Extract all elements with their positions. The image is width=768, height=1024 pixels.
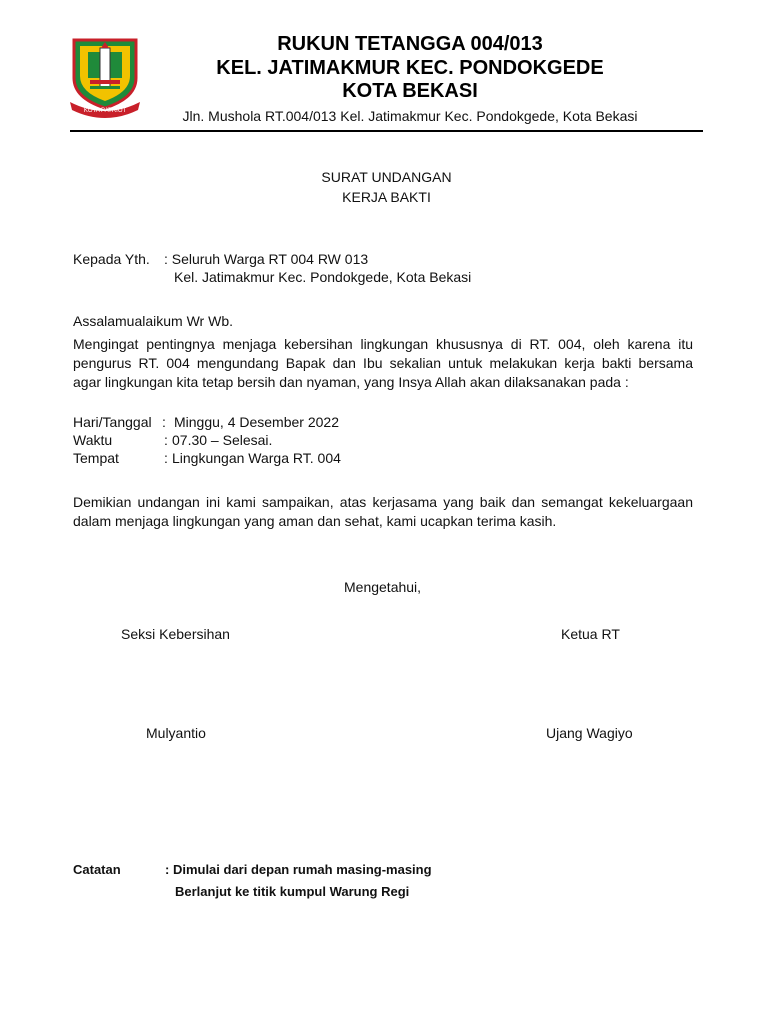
left-signatory-role: Seksi Kebersihan (121, 626, 230, 642)
note-line-1: : Dimulai dari depan rumah masing-masing (165, 862, 432, 877)
closing-paragraph (73, 493, 693, 531)
detail-value-time: 07.30 – Selesai. (172, 432, 273, 448)
body-line: Mengingat pentingnya menjaga kebersihan lingkungan khususnya di RT. 004, oleh karena itu (73, 336, 693, 352)
detail-sep-time: : (164, 432, 168, 448)
detail-sep-place: : (164, 450, 168, 466)
letterhead-line-2: KEL. JATIMAKMUR KEC. PONDOKGEDE (216, 57, 604, 79)
recipient-line-1: : Seluruh Warga RT 004 RW 013 (164, 251, 369, 267)
detail-label-day: Hari/Tanggal (73, 414, 152, 430)
detail-sep-day: : (162, 414, 166, 430)
detail-label-time: Waktu (73, 432, 113, 448)
greeting: Assalamualaikum Wr Wb. (73, 313, 234, 329)
letterhead-line-3: KOTA BEKASI (342, 80, 478, 102)
letterhead-line-1: RUKUN TETANGGA 004/013 (277, 33, 543, 55)
emblem-motto: KOTA PATRIOT (83, 108, 127, 114)
recipient-line-2: Kel. Jatimakmur Kec. Pondokgede, Kota Bekasi (174, 269, 472, 285)
detail-value-day: Minggu, 4 Desember 2022 (174, 414, 339, 430)
letterhead-address: Jln. Mushola RT.004/013 Kel. Jatimakmur Kec. Pondokgede, Kota Bekasi (182, 108, 638, 124)
recipient-label: Kepada Yth. (73, 251, 150, 267)
closing-line: Demikian undangan ini kami sampaikan, atas kerjasama yang baik dan semangat kekeluargaan (73, 494, 693, 510)
right-signatory-name: Ujang Wagiyo (546, 725, 633, 741)
body-line: agar lingkungan kita tetap bersih dan nyaman, yang Insya Allah akan dilaksanakan pada : (73, 374, 629, 390)
detail-value-place: Lingkungan Warga RT. 004 (172, 450, 341, 466)
right-signatory-role: Ketua RT (561, 626, 620, 642)
acknowledged-label: Mengetahui, (344, 579, 422, 595)
letter-subtitle: KERJA BAKTI (342, 189, 431, 205)
letterhead-divider (70, 130, 703, 132)
detail-label-place: Tempat (73, 450, 119, 466)
note-label: Catatan (73, 862, 121, 877)
letter-title: SURAT UNDANGAN (321, 169, 452, 185)
body-paragraph (73, 335, 693, 392)
city-emblem-logo (68, 36, 142, 118)
closing-line: dalam menjaga lingkungan yang aman dan sehat, kami ucapkan terima kasih. (73, 513, 557, 529)
left-signatory-name: Mulyantio (146, 725, 206, 741)
body-line: pengurus RT. 004 mengundang Bapak dan Ibu sekalian untuk melakukan kerja bakti bersama (73, 355, 693, 371)
note-line-2: Berlanjut ke titik kumpul Warung Regi (175, 884, 410, 899)
